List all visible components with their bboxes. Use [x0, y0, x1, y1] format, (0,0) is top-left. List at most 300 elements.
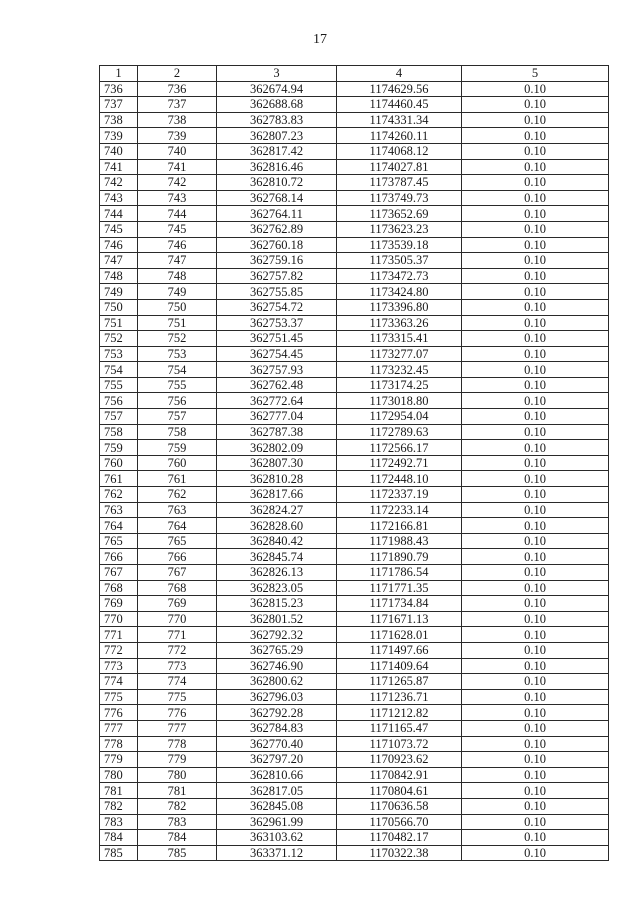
table-cell-col-4: 1171786.54: [337, 565, 462, 581]
table-cell-col-4: 1171073.72: [337, 736, 462, 752]
table-cell-col-4: 1173623.23: [337, 221, 462, 237]
table-row: [100, 190, 609, 206]
table-cell-col-4: 1172789.63: [337, 424, 462, 440]
table-cell-col-3: 362792.32: [217, 627, 337, 643]
table-cell-col-5: 0.10: [462, 705, 609, 721]
table-body: [100, 81, 609, 861]
table-row: [100, 502, 609, 518]
table-cell-col-5: 0.10: [462, 767, 609, 783]
table-cell-col-2: 745: [138, 221, 217, 237]
table-cell-col-3: 362751.45: [217, 331, 337, 347]
table-row: [100, 112, 609, 128]
table-cell-col-3: 362815.23: [217, 596, 337, 612]
table-cell-col-1: 765: [100, 533, 138, 549]
table-cell-col-1: 766: [100, 549, 138, 565]
table-cell-col-1: 776: [100, 705, 138, 721]
table-cell-col-4: 1173652.69: [337, 206, 462, 222]
table-cell-col-3: 362828.60: [217, 518, 337, 534]
table-cell-col-1: 762: [100, 487, 138, 503]
table-cell-col-1: 758: [100, 424, 138, 440]
table-row: [100, 299, 609, 315]
table-cell-col-3: 362800.62: [217, 674, 337, 690]
table-cell-col-5: 0.10: [462, 112, 609, 128]
table-cell-col-5: 0.10: [462, 377, 609, 393]
table-cell-col-2: 758: [138, 424, 217, 440]
table-cell-col-3: 362760.18: [217, 237, 337, 253]
table-cell-col-1: 779: [100, 752, 138, 768]
table-cell-col-1: 760: [100, 455, 138, 471]
table-cell-col-2: 768: [138, 580, 217, 596]
column-header-2: 2: [138, 66, 217, 82]
table-cell-col-1: 772: [100, 642, 138, 658]
column-header-1: 1: [100, 66, 138, 82]
table-cell-col-2: 747: [138, 253, 217, 269]
table-cell-col-2: 762: [138, 487, 217, 503]
table-row: [100, 81, 609, 97]
table-cell-col-1: 781: [100, 783, 138, 799]
table-row: [100, 487, 609, 503]
table-row: [100, 440, 609, 456]
table-cell-col-5: 0.10: [462, 689, 609, 705]
table-cell-col-3: 362746.90: [217, 658, 337, 674]
table-cell-col-2: 748: [138, 268, 217, 284]
table-cell-col-4: 1171497.66: [337, 642, 462, 658]
table-cell-col-4: 1172566.17: [337, 440, 462, 456]
table-row: [100, 658, 609, 674]
table-cell-col-2: 769: [138, 596, 217, 612]
table-cell-col-5: 0.10: [462, 424, 609, 440]
table-cell-col-1: 761: [100, 471, 138, 487]
table-cell-col-3: 362817.66: [217, 487, 337, 503]
table-cell-col-4: 1173505.37: [337, 253, 462, 269]
table-row: [100, 642, 609, 658]
table-cell-col-1: 752: [100, 331, 138, 347]
coordinates-table: [99, 65, 609, 861]
table-cell-col-5: 0.10: [462, 97, 609, 113]
table-cell-col-5: 0.10: [462, 409, 609, 425]
table-cell-col-1: 750: [100, 299, 138, 315]
table-row: [100, 611, 609, 627]
table-cell-col-2: 756: [138, 393, 217, 409]
table-cell-col-4: 1173787.45: [337, 175, 462, 191]
table-row: [100, 518, 609, 534]
table-cell-col-1: 746: [100, 237, 138, 253]
table-cell-col-3: 362817.05: [217, 783, 337, 799]
table-cell-col-3: 362783.83: [217, 112, 337, 128]
table-cell-col-3: 362754.72: [217, 299, 337, 315]
table-cell-col-5: 0.10: [462, 565, 609, 581]
table-cell-col-3: 363371.12: [217, 845, 337, 861]
table-row: [100, 689, 609, 705]
table-cell-col-5: 0.10: [462, 736, 609, 752]
table-cell-col-5: 0.10: [462, 315, 609, 331]
table-cell-col-5: 0.10: [462, 190, 609, 206]
table-cell-col-4: 1172337.19: [337, 487, 462, 503]
table-cell-col-3: 362759.16: [217, 253, 337, 269]
table-cell-col-5: 0.10: [462, 814, 609, 830]
table-cell-col-4: 1173232.45: [337, 362, 462, 378]
table-row: [100, 409, 609, 425]
table-cell-col-4: 1170923.62: [337, 752, 462, 768]
table-cell-col-4: 1171212.82: [337, 705, 462, 721]
table-cell-col-5: 0.10: [462, 268, 609, 284]
table-row: [100, 674, 609, 690]
table-cell-col-3: 362762.48: [217, 377, 337, 393]
table-cell-col-2: 767: [138, 565, 217, 581]
table-cell-col-2: 782: [138, 798, 217, 814]
table-cell-col-3: 362845.08: [217, 798, 337, 814]
table-cell-col-1: 757: [100, 409, 138, 425]
table-cell-col-3: 362764.11: [217, 206, 337, 222]
table-cell-col-2: 746: [138, 237, 217, 253]
table-row: [100, 284, 609, 300]
table-cell-col-3: 362845.74: [217, 549, 337, 565]
table-cell-col-3: 362810.72: [217, 175, 337, 191]
table-cell-col-3: 362797.20: [217, 752, 337, 768]
table-cell-col-5: 0.10: [462, 533, 609, 549]
header-row: [100, 66, 609, 82]
table-cell-col-5: 0.10: [462, 580, 609, 596]
table-cell-col-2: 766: [138, 549, 217, 565]
table-cell-col-3: 362824.27: [217, 502, 337, 518]
table-cell-col-1: 737: [100, 97, 138, 113]
table-cell-col-1: 745: [100, 221, 138, 237]
table-cell-col-1: 749: [100, 284, 138, 300]
table-cell-col-3: 362765.29: [217, 642, 337, 658]
table-cell-col-1: 759: [100, 440, 138, 456]
table-cell-col-5: 0.10: [462, 627, 609, 643]
table-row: [100, 331, 609, 347]
table-cell-col-3: 362688.68: [217, 97, 337, 113]
table-cell-col-3: 362757.93: [217, 362, 337, 378]
table-cell-col-4: 1171890.79: [337, 549, 462, 565]
table-row: [100, 720, 609, 736]
table-cell-col-5: 0.10: [462, 487, 609, 503]
table-cell-col-2: 771: [138, 627, 217, 643]
table-cell-col-1: 753: [100, 346, 138, 362]
table-cell-col-2: 772: [138, 642, 217, 658]
table-cell-col-1: 778: [100, 736, 138, 752]
table-cell-col-1: 739: [100, 128, 138, 144]
table-cell-col-4: 1171265.87: [337, 674, 462, 690]
table-cell-col-4: 1170566.70: [337, 814, 462, 830]
table-cell-col-4: 1173018.80: [337, 393, 462, 409]
table-cell-col-4: 1170322.38: [337, 845, 462, 861]
table-cell-col-1: 736: [100, 81, 138, 97]
table-row: [100, 549, 609, 565]
table-row: [100, 783, 609, 799]
table-cell-col-5: 0.10: [462, 596, 609, 612]
table-cell-col-3: 362796.03: [217, 689, 337, 705]
table-cell-col-2: 776: [138, 705, 217, 721]
table-cell-col-1: 767: [100, 565, 138, 581]
table-cell-col-5: 0.10: [462, 720, 609, 736]
table-cell-col-2: 761: [138, 471, 217, 487]
table-row: [100, 533, 609, 549]
table-cell-col-5: 0.10: [462, 611, 609, 627]
table-cell-col-2: 763: [138, 502, 217, 518]
table-cell-col-2: 775: [138, 689, 217, 705]
table-cell-col-1: 770: [100, 611, 138, 627]
table-cell-col-3: 362755.85: [217, 284, 337, 300]
table-row: [100, 253, 609, 269]
table-cell-col-2: 738: [138, 112, 217, 128]
table-cell-col-4: 1171165.47: [337, 720, 462, 736]
table-cell-col-5: 0.10: [462, 752, 609, 768]
table-row: [100, 705, 609, 721]
table-cell-col-1: 784: [100, 830, 138, 846]
table-cell-col-4: 1172166.81: [337, 518, 462, 534]
table-cell-col-3: 362753.37: [217, 315, 337, 331]
table-row: [100, 206, 609, 222]
table-cell-col-2: 777: [138, 720, 217, 736]
table-cell-col-4: 1172954.04: [337, 409, 462, 425]
table-cell-col-3: 362817.42: [217, 143, 337, 159]
table-cell-col-4: 1172492.71: [337, 455, 462, 471]
table-row: [100, 767, 609, 783]
table-cell-col-4: 1170482.17: [337, 830, 462, 846]
table-cell-col-4: 1174331.34: [337, 112, 462, 128]
table-cell-col-3: 362801.52: [217, 611, 337, 627]
table-cell-col-3: 362823.05: [217, 580, 337, 596]
table-cell-col-3: 362674.94: [217, 81, 337, 97]
table-cell-col-1: 783: [100, 814, 138, 830]
table-cell-col-5: 0.10: [462, 674, 609, 690]
table-cell-col-1: 744: [100, 206, 138, 222]
table-cell-col-5: 0.10: [462, 549, 609, 565]
table-cell-col-3: 362810.66: [217, 767, 337, 783]
table-cell-col-2: 779: [138, 752, 217, 768]
table-cell-col-3: 362772.64: [217, 393, 337, 409]
table-cell-col-2: 753: [138, 346, 217, 362]
table-cell-col-5: 0.10: [462, 143, 609, 159]
table-row: [100, 97, 609, 113]
table-row: [100, 845, 609, 861]
table-cell-col-5: 0.10: [462, 206, 609, 222]
table-cell-col-2: 781: [138, 783, 217, 799]
table-cell-col-2: 764: [138, 518, 217, 534]
table-cell-col-4: 1173749.73: [337, 190, 462, 206]
table-cell-col-3: 362840.42: [217, 533, 337, 549]
table-cell-col-3: 363103.62: [217, 830, 337, 846]
table-cell-col-5: 0.10: [462, 658, 609, 674]
column-header-4: 4: [337, 66, 462, 82]
table-row: [100, 627, 609, 643]
table-cell-col-5: 0.10: [462, 175, 609, 191]
table-cell-col-5: 0.10: [462, 128, 609, 144]
table-cell-col-2: 754: [138, 362, 217, 378]
table-cell-col-4: 1173363.26: [337, 315, 462, 331]
table-row: [100, 221, 609, 237]
table-cell-col-1: 747: [100, 253, 138, 269]
table-cell-col-3: 362757.82: [217, 268, 337, 284]
table-row: [100, 814, 609, 830]
table-cell-col-5: 0.10: [462, 642, 609, 658]
table-cell-col-2: 751: [138, 315, 217, 331]
table-cell-col-5: 0.10: [462, 440, 609, 456]
table-cell-col-3: 362826.13: [217, 565, 337, 581]
table-row: [100, 580, 609, 596]
table-row: [100, 346, 609, 362]
table-cell-col-4: 1173539.18: [337, 237, 462, 253]
table-cell-col-4: 1174260.11: [337, 128, 462, 144]
column-header-5: 5: [462, 66, 609, 82]
table-cell-col-3: 362816.46: [217, 159, 337, 175]
table-cell-col-5: 0.10: [462, 237, 609, 253]
table-cell-col-5: 0.10: [462, 783, 609, 799]
table-cell-col-2: 750: [138, 299, 217, 315]
table-cell-col-4: 1173424.80: [337, 284, 462, 300]
table-cell-col-1: 754: [100, 362, 138, 378]
table-cell-col-5: 0.10: [462, 331, 609, 347]
table-cell-col-1: 777: [100, 720, 138, 736]
table-cell-col-5: 0.10: [462, 845, 609, 861]
table-cell-col-1: 768: [100, 580, 138, 596]
table-cell-col-3: 362810.28: [217, 471, 337, 487]
table-cell-col-4: 1173277.07: [337, 346, 462, 362]
table-cell-col-1: 764: [100, 518, 138, 534]
table-cell-col-1: 748: [100, 268, 138, 284]
table-cell-col-3: 362961.99: [217, 814, 337, 830]
table-cell-col-4: 1170842.91: [337, 767, 462, 783]
table-cell-col-1: 782: [100, 798, 138, 814]
table-cell-col-1: 743: [100, 190, 138, 206]
table-cell-col-4: 1171771.35: [337, 580, 462, 596]
table-row: [100, 128, 609, 144]
table-cell-col-5: 0.10: [462, 455, 609, 471]
table-row: [100, 798, 609, 814]
table-cell-col-1: 773: [100, 658, 138, 674]
table-row: [100, 393, 609, 409]
table-cell-col-1: 780: [100, 767, 138, 783]
table-cell-col-5: 0.10: [462, 518, 609, 534]
table-cell-col-5: 0.10: [462, 221, 609, 237]
table-cell-col-4: 1171236.71: [337, 689, 462, 705]
table-cell-col-4: 1174460.45: [337, 97, 462, 113]
table-cell-col-3: 362802.09: [217, 440, 337, 456]
table-cell-col-1: 771: [100, 627, 138, 643]
table-cell-col-3: 362807.30: [217, 455, 337, 471]
table-cell-col-3: 362784.83: [217, 720, 337, 736]
table-cell-col-2: 760: [138, 455, 217, 471]
table-cell-col-2: 759: [138, 440, 217, 456]
table-cell-col-4: 1174068.12: [337, 143, 462, 159]
table-cell-col-2: 741: [138, 159, 217, 175]
table-row: [100, 455, 609, 471]
table-cell-col-3: 362807.23: [217, 128, 337, 144]
table-cell-col-5: 0.10: [462, 81, 609, 97]
table-row: [100, 143, 609, 159]
table-row: [100, 159, 609, 175]
table-cell-col-3: 362762.89: [217, 221, 337, 237]
table-cell-col-5: 0.10: [462, 346, 609, 362]
table-cell-col-1: 785: [100, 845, 138, 861]
table-cell-col-5: 0.10: [462, 502, 609, 518]
table-cell-col-2: 743: [138, 190, 217, 206]
page-number: 17: [313, 32, 327, 47]
table-cell-col-2: 778: [138, 736, 217, 752]
table-cell-col-2: 780: [138, 767, 217, 783]
table-cell-col-4: 1174629.56: [337, 81, 462, 97]
table-cell-col-5: 0.10: [462, 284, 609, 300]
table-cell-col-3: 362768.14: [217, 190, 337, 206]
table-row: [100, 736, 609, 752]
table-cell-col-5: 0.10: [462, 159, 609, 175]
table-cell-col-4: 1171671.13: [337, 611, 462, 627]
table-cell-col-2: 757: [138, 409, 217, 425]
table-cell-col-2: 742: [138, 175, 217, 191]
table-cell-col-2: 785: [138, 845, 217, 861]
table-row: [100, 377, 609, 393]
table-cell-col-2: 773: [138, 658, 217, 674]
table-row: [100, 237, 609, 253]
table-cell-col-1: 763: [100, 502, 138, 518]
table-cell-col-5: 0.10: [462, 362, 609, 378]
table-cell-col-5: 0.10: [462, 798, 609, 814]
table-cell-col-3: 362787.38: [217, 424, 337, 440]
table-cell-col-1: 751: [100, 315, 138, 331]
table-cell-col-1: 755: [100, 377, 138, 393]
table-row: [100, 424, 609, 440]
table-cell-col-4: 1171988.43: [337, 533, 462, 549]
table-row: [100, 471, 609, 487]
table-cell-col-4: 1172233.14: [337, 502, 462, 518]
table-cell-col-5: 0.10: [462, 471, 609, 487]
table-cell-col-1: 774: [100, 674, 138, 690]
table-cell-col-4: 1172448.10: [337, 471, 462, 487]
table-cell-col-1: 742: [100, 175, 138, 191]
table-row: [100, 175, 609, 191]
table-cell-col-2: 739: [138, 128, 217, 144]
table-cell-col-1: 769: [100, 596, 138, 612]
table-cell-col-3: 362770.40: [217, 736, 337, 752]
table-cell-col-2: 744: [138, 206, 217, 222]
table-cell-col-2: 749: [138, 284, 217, 300]
table-cell-col-4: 1171734.84: [337, 596, 462, 612]
table-row: [100, 830, 609, 846]
column-header-3: 3: [217, 66, 337, 82]
table-cell-col-5: 0.10: [462, 393, 609, 409]
table-cell-col-3: 362754.45: [217, 346, 337, 362]
table-cell-col-4: 1171409.64: [337, 658, 462, 674]
table-cell-col-1: 775: [100, 689, 138, 705]
table-cell-col-4: 1174027.81: [337, 159, 462, 175]
table-cell-col-3: 362792.28: [217, 705, 337, 721]
table-cell-col-4: 1170636.58: [337, 798, 462, 814]
table-cell-col-1: 741: [100, 159, 138, 175]
table-row: [100, 565, 609, 581]
table-cell-col-4: 1171628.01: [337, 627, 462, 643]
table-cell-col-2: 752: [138, 331, 217, 347]
table-cell-col-5: 0.10: [462, 253, 609, 269]
table-row: [100, 268, 609, 284]
table-cell-col-2: 737: [138, 97, 217, 113]
table-row: [100, 752, 609, 768]
table-cell-col-2: 783: [138, 814, 217, 830]
table-cell-col-2: 784: [138, 830, 217, 846]
table-cell-col-4: 1173315.41: [337, 331, 462, 347]
table-cell-col-3: 362777.04: [217, 409, 337, 425]
table-header: [100, 66, 609, 82]
table-row: [100, 315, 609, 331]
table-cell-col-2: 770: [138, 611, 217, 627]
table-cell-col-4: 1173396.80: [337, 299, 462, 315]
table-cell-col-2: 765: [138, 533, 217, 549]
table-cell-col-2: 740: [138, 143, 217, 159]
table-row: [100, 362, 609, 378]
table-cell-col-1: 738: [100, 112, 138, 128]
table-cell-col-2: 736: [138, 81, 217, 97]
